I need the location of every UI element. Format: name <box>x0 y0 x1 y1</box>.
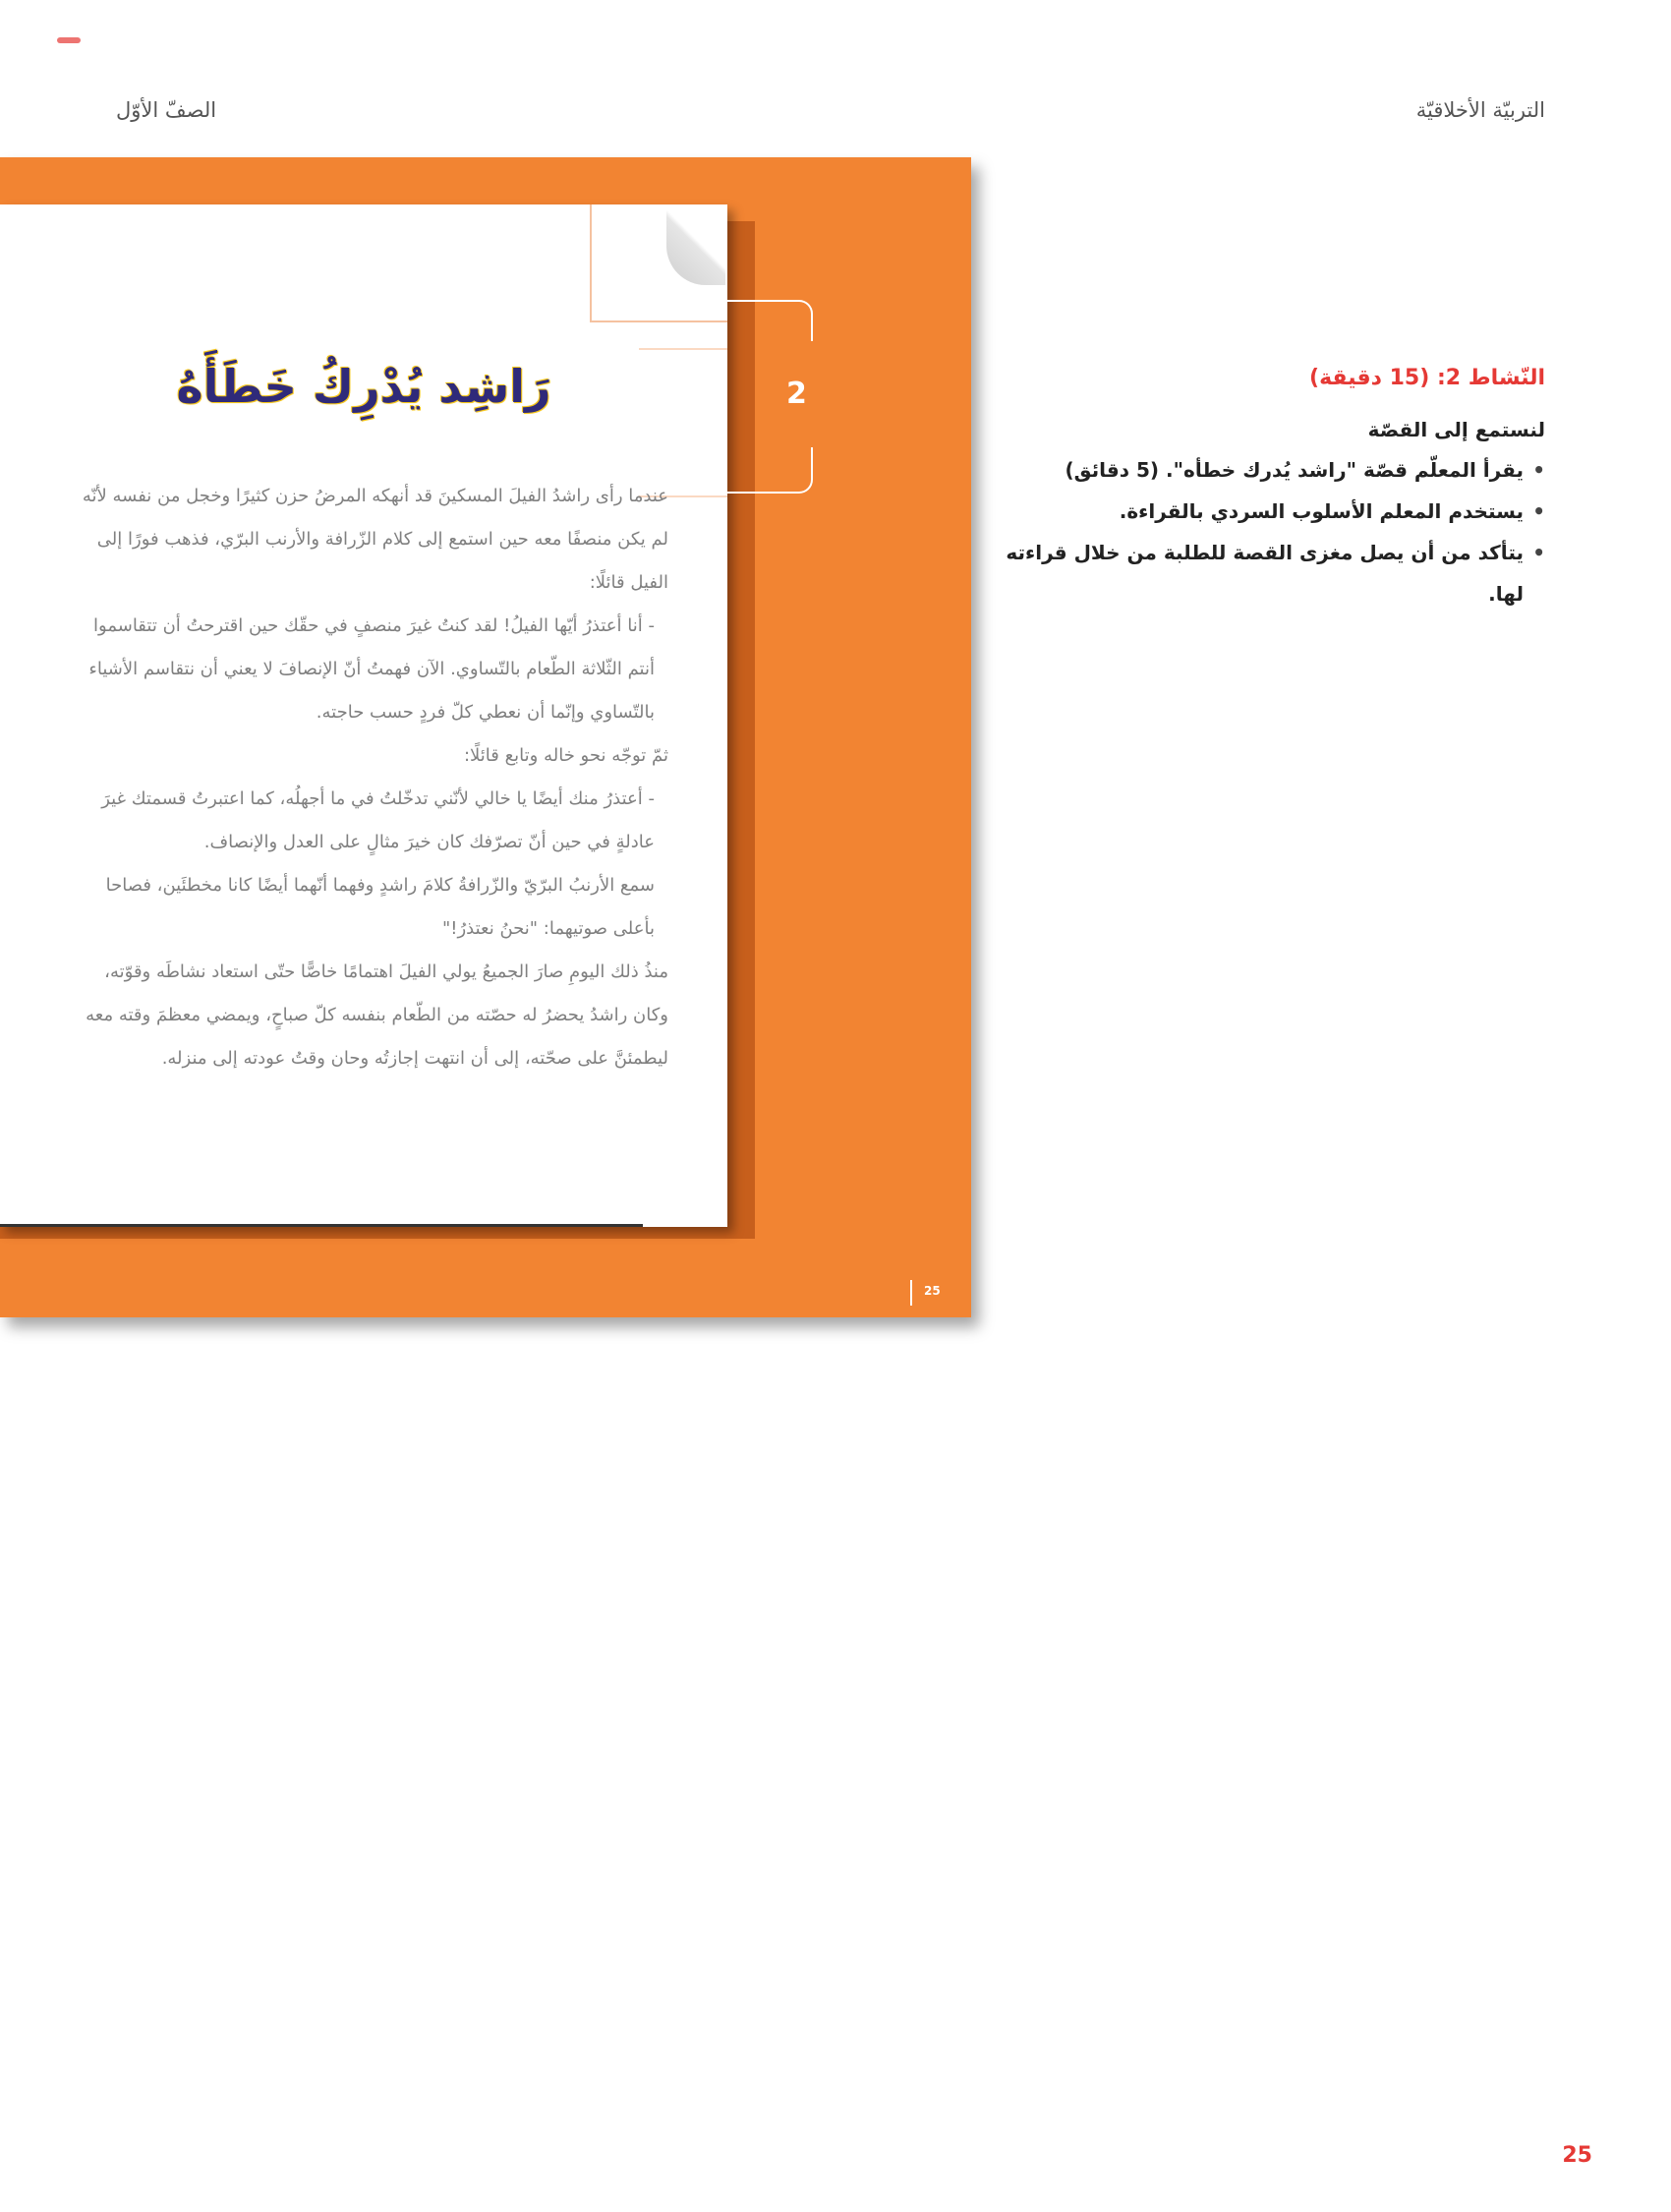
activity-bullet: • يستخدم المعلم الأسلوب السردي بالقراءة. <box>995 491 1524 532</box>
page-bottom-line <box>0 1224 643 1227</box>
activity-bullet: • يقرأ المعلّم قصّة "راشد يُدرك خطأه". (5 دقائق) <box>995 449 1524 491</box>
activity-section <box>995 366 1545 614</box>
grade-header: الصفّ الأوّل <box>116 98 217 122</box>
activity-list <box>995 449 1545 614</box>
story-paragraph: - أعتذرُ منك أيضًا يا خالي لأنّني تدخّلتُ في ما أجهلُه، كما اعتبرتُ قسمتك غيرَ عادلةٍ في حين أنّ تصرّفك كان خيرَ مثالٍ على العدل والإنصاف. <box>101 788 655 852</box>
story-body <box>79 475 668 1080</box>
story-paragraph: - أنا أعتذرُ أيّها الفيلُ! لقد كنتُ غيرَ منصفٍ في حقّك حين اقترحتُ أن تتقاسموا أنتم الثّلاثة الطّعام بالتّساوي. الآن فهمتُ أنّ الإنصافَ لا يعني أن نتقاسم الأشياء بالتّساوي وإنّما أن نعطي كلّ فردٍ حسب حاجته. <box>88 615 655 723</box>
story-title: رَاشِد يُدْرِكُ خَطَأَهُ <box>176 360 551 413</box>
story-page <box>0 204 727 1227</box>
story-paragraph: منذُ ذلك اليومِ صارَ الجميعُ يولي الفيلَ اهتمامًا خاصًّا حتّى استعاد نشاطَه وقوّته، وكان راشدُ يحضرُ له حصّته من الطّعام بنفسه كلّ صباحٍ، ويمضي معظمَ وقته معه ليطمئنَّ على صحّته، إلى أن انتهت إجازتُه وحان وقتُ عودته إلى منزله. <box>86 961 668 1069</box>
book-page-number: 25 <box>924 1284 941 1298</box>
bracket-top <box>722 300 813 341</box>
story-paragraph: عندما رأى راشدُ الفيلَ المسكينَ قد أنهكه المرضُ حزن كثيرًا وخجل من نفسه لأنّه لم يكن منصفًا معه حين استمع إلى كلام الزّرافة والأرنب البرّي، فذهب فورًا إلى الفيل قائلًا: <box>82 486 668 593</box>
page-number-divider <box>910 1280 912 1306</box>
page-curl-icon <box>590 204 727 322</box>
activity-subtitle: لنستمع إلى القصّة <box>1367 418 1545 441</box>
story-paragraph: ثمّ توجّه نحو خاله وتابع قائلًا: <box>463 745 668 766</box>
callout-line <box>639 348 727 350</box>
corner-mark <box>57 37 81 43</box>
activity-bullet: • يتأكد من أن يصل مغزى القصة للطلبة من خلال قراءته لها. <box>995 532 1524 614</box>
footer-page-number: 25 <box>1562 2143 1592 2168</box>
subject-header: التربيّة الأخلاقيّة <box>1415 98 1545 122</box>
activity-title: النّشاط 2: (15 دقيقة) <box>1309 366 1545 390</box>
book-spread-image <box>0 157 971 1317</box>
bracket-bottom <box>722 447 813 494</box>
story-paragraph: سمع الأرنبُ البرّيّ والزّرافةُ كلامَ راشدٍ وفهما أنّهما أيضًا كانا مخطئَين، فصاحا بأعلى صوتيهما: "نحنُ نعتذرُ!" <box>105 875 655 939</box>
bracket-number: 2 <box>786 377 807 411</box>
